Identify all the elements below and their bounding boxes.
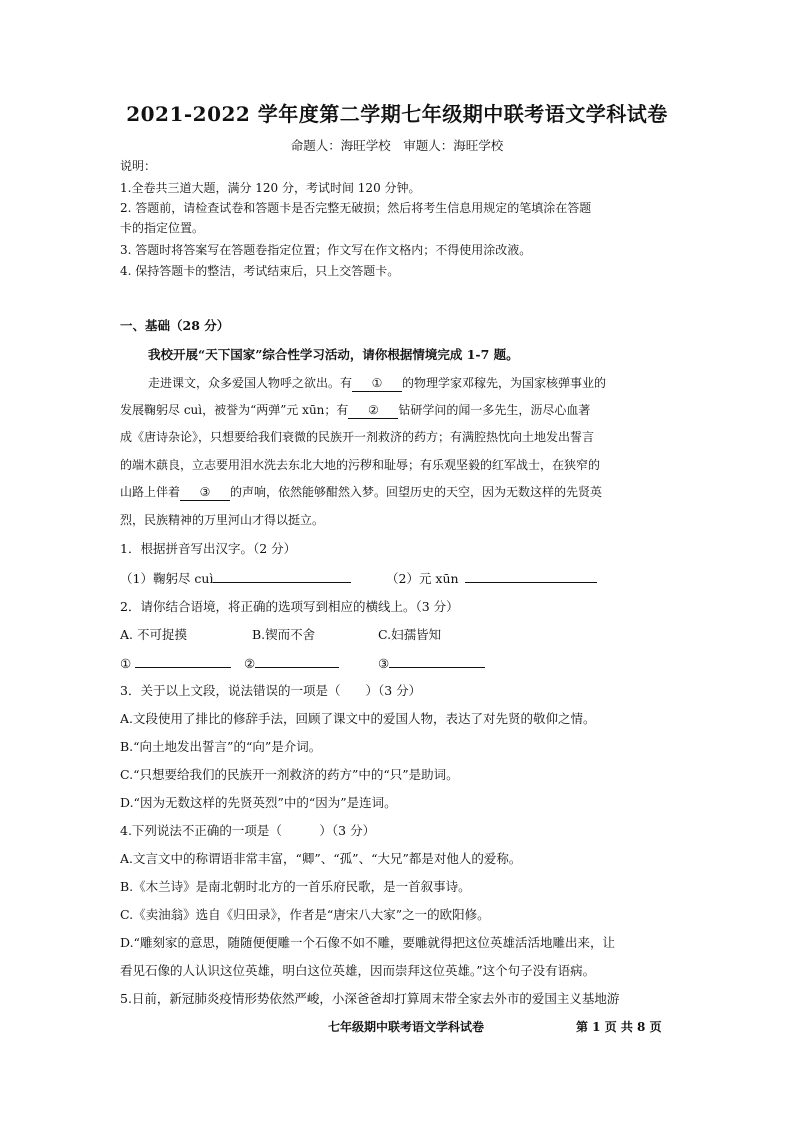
passage-line: [148, 375, 606, 392]
q1-a-label: （1）鞠躬尽 cuì: [120, 571, 214, 586]
passage-line: [120, 402, 590, 419]
passage-text: 走进课文，众多爱国人物呼之欲出。有: [148, 376, 353, 390]
passage-line: 的端木蕻良，立志要用泪水洗去东北大地的污秽和耻辱；有乐观坚毅的红军战士，在狭窄的: [120, 458, 601, 472]
answer-line[interactable]: [213, 569, 351, 583]
answer-line[interactable]: [255, 654, 339, 668]
passage-text: 的物理学家邓稼先，为国家核弹事业的: [402, 376, 607, 390]
instruction-item: 3. 答题时将答案写在答题卷指定位置；作文写在作文格内；不得使用涂改液。: [120, 243, 532, 257]
q1-b-label: （2）元 xūn: [386, 571, 459, 586]
answer-line[interactable]: [135, 654, 231, 668]
section-intro: 我校开展“天下国家”综合性学习活动，请你根据情境完成 1-7 题。: [148, 347, 519, 362]
q2-option: C.妇孺皆知: [378, 627, 442, 642]
passage-blank-1: ①: [352, 375, 402, 392]
author-line: 命题人：海旺学校 审题人：海旺学校: [290, 138, 504, 153]
instruction-item: 2. 答题前，请检查试卷和答题卡是否完整无破损；然后将考生信息用规定的笔填涂在答题: [120, 201, 592, 215]
page-number: 第 1 页 共 8 页: [576, 1020, 662, 1034]
q2-slot: [378, 654, 485, 672]
question-1-b: [386, 569, 597, 587]
q4-option: A.文言文中的称谓语非常丰富，“卿”、“孤”、“大兄”都是对他人的爱称。: [120, 851, 522, 866]
q4-option: B.《木兰诗》是南北朝时北方的一首乐府民歌，是一首叙事诗。: [120, 879, 471, 894]
passage-text: 发展鞠躬尽 cuì，被誉为“两弹”元 xūn；有: [120, 403, 349, 417]
slot-label: ③: [378, 656, 390, 671]
q4-option: 看见石像的人认识这位英雄，明白这位英雄，因而崇拜这位英雄。”这个句子没有语病。: [120, 963, 596, 978]
instructions-heading: 说明：: [120, 159, 157, 173]
q3-option: A.文段使用了排比的修辞手法，回顾了课文中的爱国人物，表达了对先贤的敬仰之情。: [120, 711, 596, 726]
q4-option: C.《卖油翁》选自《归田录》，作者是“唐宋八大家”之一的欧阳修。: [120, 907, 490, 922]
q3-option: D.“因为无数这样的先贤英烈”中的“因为”是连词。: [120, 795, 397, 810]
question-5-stem: 5.日前，新冠肺炎疫情形势依然严峻，小深爸爸却打算周末带全家去外市的爱国主义基地游: [120, 991, 620, 1006]
passage-blank-2: ②: [348, 402, 398, 419]
passage-line: [120, 484, 602, 501]
q2-slot: [120, 654, 231, 672]
q2-slot: [244, 654, 339, 672]
instruction-item: 4. 保持答题卡的整洁，考试结束后，只上交答题卡。: [120, 264, 400, 278]
passage-text: 的声响，依然能够酣然入梦。回望历史的天空，因为无数这样的先贤英: [230, 485, 603, 499]
passage-text: 钻研学问的闻一多先生，沥尽心血著: [398, 403, 591, 417]
instruction-item: 1.全卷共三道大题，满分 120 分，考试时间 120 分钟。: [120, 181, 421, 195]
footer-title: 七年级期中联考语文学科试卷: [328, 1020, 485, 1034]
exam-title: 2021-2022 学年度第二学期七年级期中联考语文学科试卷: [126, 102, 668, 126]
section-heading: 一、基础（28 分）: [120, 318, 230, 333]
q2-option: B.锲而不舍: [252, 627, 316, 642]
instruction-item: 卡的指定位置。: [120, 221, 205, 235]
question-4-stem: 4.下列说法不正确的一项是（ ）（3 分）: [120, 823, 376, 838]
question-3-stem: 3．关于以上文段，说法错误的一项是（ ）（3 分）: [120, 683, 422, 698]
passage-blank-3: ③: [180, 484, 230, 501]
q2-option: A. 不可捉摸: [120, 627, 187, 642]
answer-line[interactable]: [465, 569, 597, 583]
q4-option: D.“雕刻家的意思，随随便便雕一个石像不如不雕，要雕就得把这位英雄活活地雕出来，让: [120, 935, 615, 950]
slot-label: ①: [120, 656, 132, 671]
answer-line[interactable]: [389, 654, 485, 668]
question-1-stem: 1．根据拼音写出汉字。（2 分）: [120, 541, 297, 556]
passage-text: 山路上伴着: [120, 485, 181, 499]
question-2-stem: 2．请你结合语境，将正确的选项写到相应的横线上。（3 分）: [120, 599, 459, 614]
passage-line: 烈，民族精神的万里河山才得以挺立。: [120, 513, 325, 527]
slot-label: ②: [244, 656, 256, 671]
passage-line: 成《唐诗杂论》，只想要给我们衰微的民族开一剂救济的药方；有满腔热忱向土地发出誓言: [120, 430, 595, 444]
q3-option: B.“向土地发出誓言”的“向”是介词。: [120, 739, 322, 754]
q3-option: C.“只想要给我们的民族开一剂救济的药方”中的“只”是助词。: [120, 767, 459, 782]
question-1-a: [120, 569, 351, 587]
